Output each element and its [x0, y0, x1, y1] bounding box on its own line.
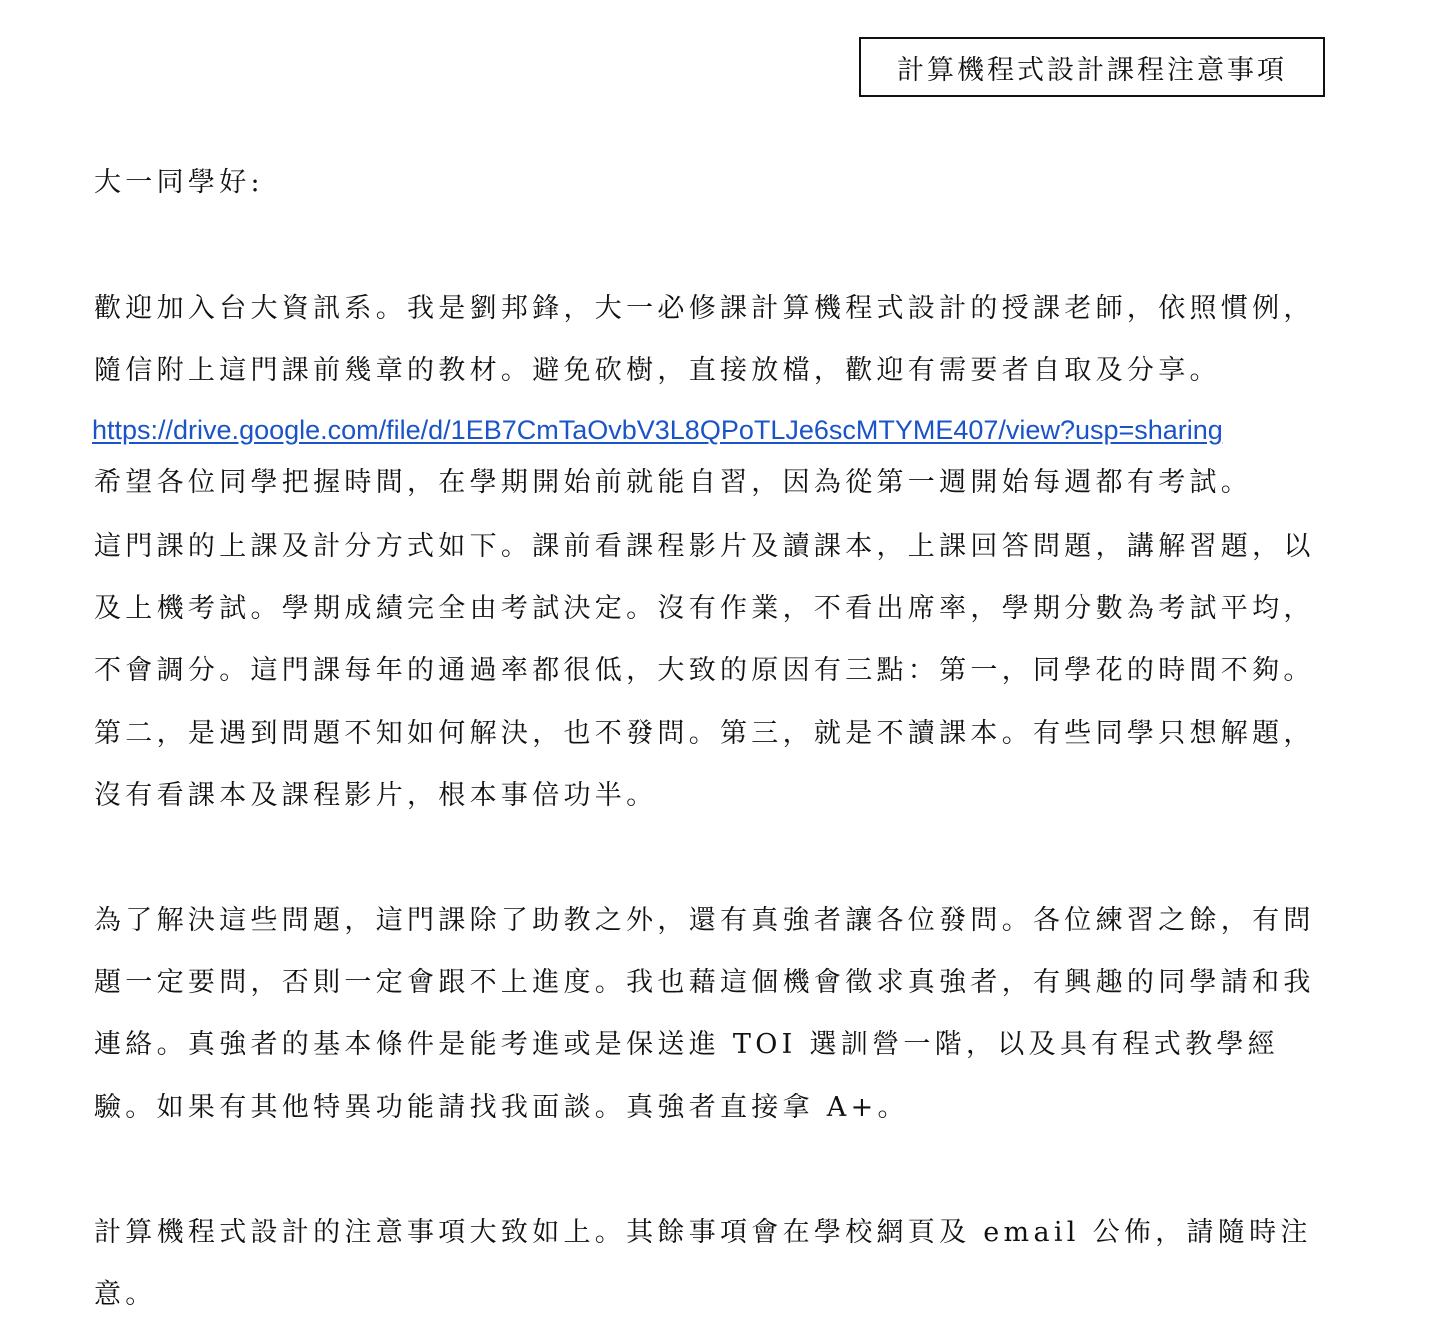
- paragraph2-line1: 希望各位同學把握時間，在學期開始前就能自習，因為從第一週開始每週都有考試。: [94, 467, 1253, 498]
- paragraph2-line5: 第二，是遇到問題不知如何解決，也不發問。第三，就是不讀課本。有些同學只想解題，: [94, 718, 1315, 749]
- document-title-text: 計算機程式設計課程注意事項: [897, 54, 1287, 86]
- paragraph1-line1: 歡迎加入台大資訊系。我是劉邦鋒，大一必修課計算機程式設計的授課老師，依照慣例，: [94, 293, 1315, 324]
- paragraph2-line2: 這門課的上課及計分方式如下。課前看課程影片及讀課本，上課回答問題，講解習題，以: [94, 531, 1315, 562]
- greeting: 大一同學好:: [94, 167, 264, 198]
- paragraph3-line2: 題一定要問，否則一定會跟不上進度。我也藉這個機會徵求真強者，有興趣的同學請和我: [94, 967, 1315, 998]
- paragraph3-line4: 驗。如果有其他特異功能請找我面談。真強者直接拿 A+。: [94, 1092, 909, 1123]
- paragraph2-line4: 不會調分。這門課每年的通過率都很低，大致的原因有三點：第一，同學花的時間不夠。: [94, 655, 1315, 686]
- paragraph1-line2: 隨信附上這門課前幾章的教材。避免砍樹，直接放檔，歡迎有需要者自取及分享。: [94, 355, 1221, 386]
- paragraph3-line1: 為了解決這些問題，這門課除了助教之外，還有真強者讓各位發問。各位練習之餘，有問: [94, 905, 1315, 936]
- paragraph4-line2: 意。: [94, 1279, 157, 1310]
- paragraph3-line3: 連絡。真強者的基本條件是能考進或是保送進 TOI 選訓營一階，以及具有程式教學經: [94, 1029, 1279, 1060]
- paragraph2-line6: 沒有看課本及課程影片，根本事倍功半。: [94, 780, 658, 811]
- paragraph2-line3: 及上機考試。學期成績完全由考試決定。沒有作業，不看出席率，學期分數為考試平均，: [94, 593, 1315, 624]
- paragraph4-line1: 計算機程式設計的注意事項大致如上。其餘事項會在學校網頁及 email 公佈，請隨時注: [94, 1217, 1312, 1248]
- drive-link[interactable]: https://drive.google.com/file/d/1EB7CmTaOvbV3L8QPoTLJe6scMTYME407/view?usp=sharing: [92, 415, 1223, 445]
- document-title: [859, 37, 1325, 97]
